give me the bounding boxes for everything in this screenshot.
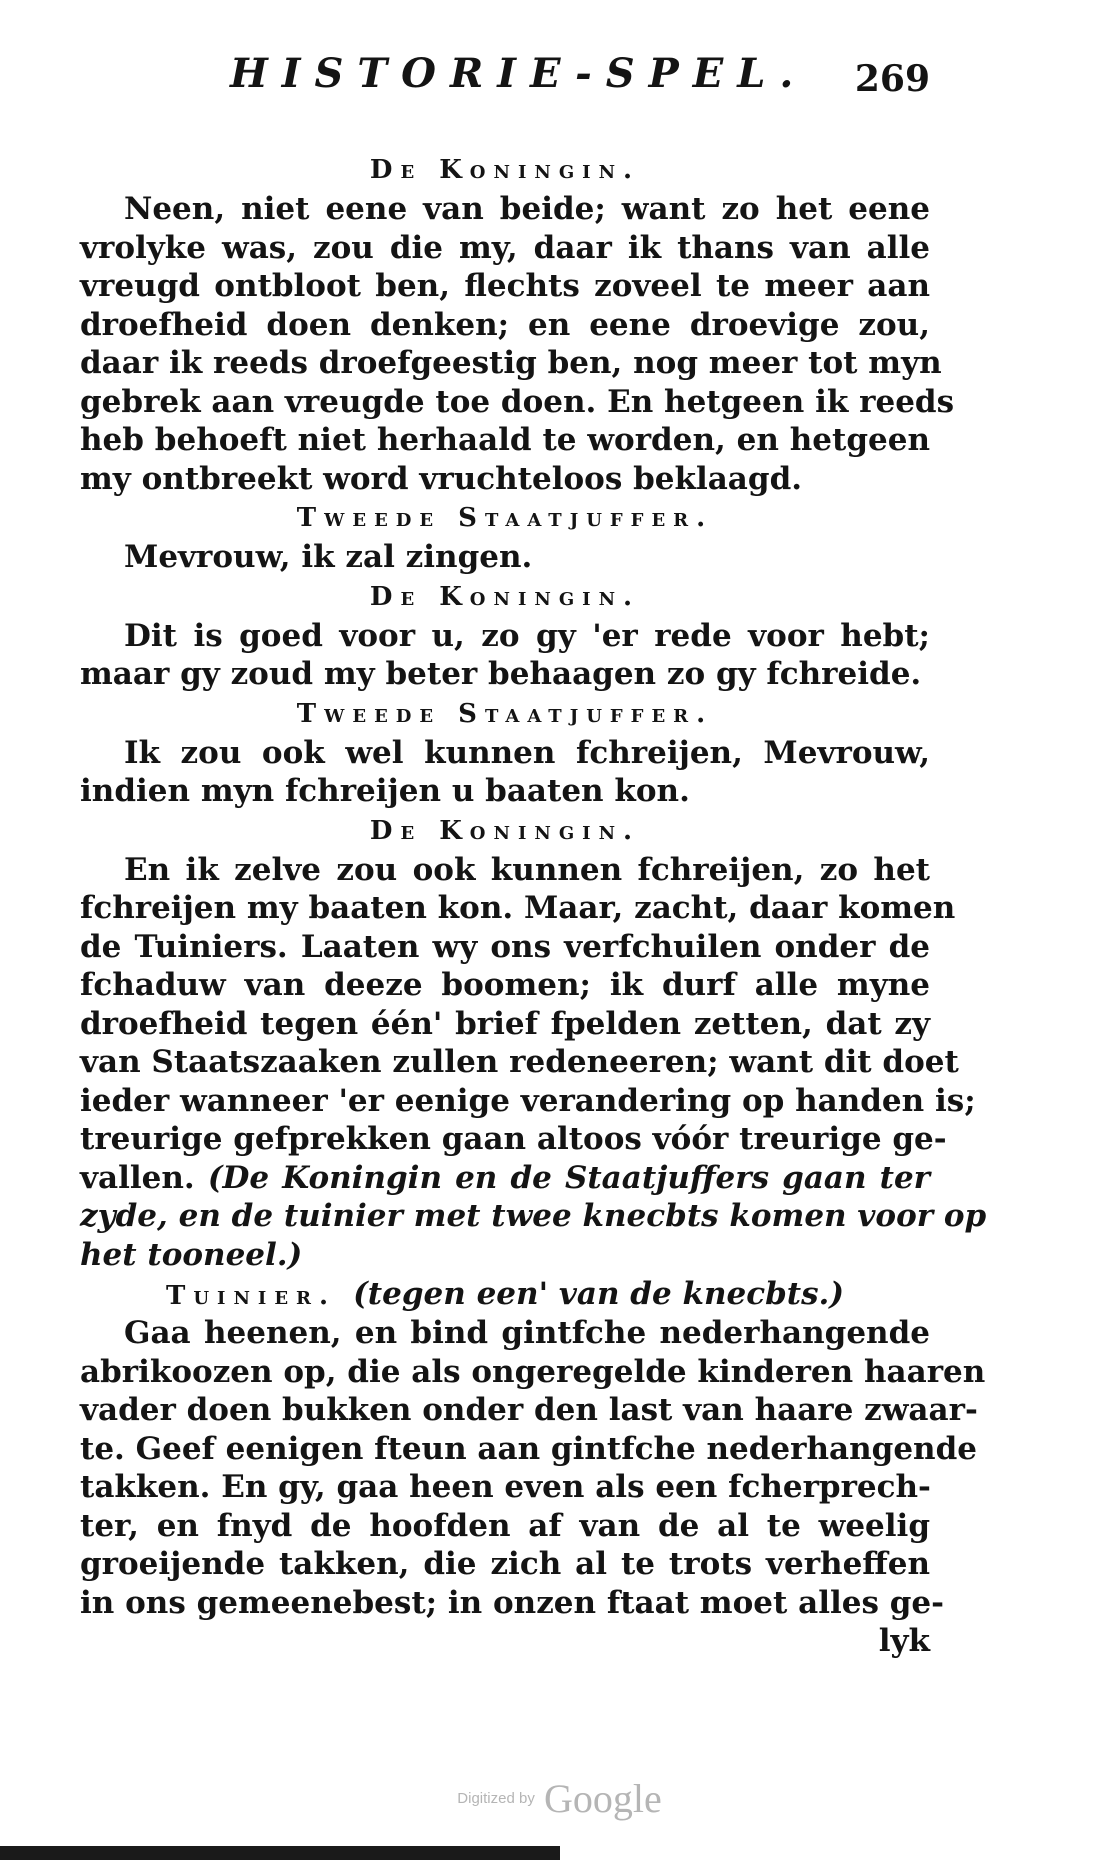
text-line: heb behoeft niet herhaald te worden, en hetgeen [80, 422, 930, 458]
text-line: vader doen bukken onder den last van haare zwaar- [80, 1392, 978, 1428]
speaker-heading: De Koningin. [369, 815, 641, 846]
text-line-with-stage-direction [80, 1159, 930, 1198]
text-line: in ons gemeenebest; in onzen ftaat moet alles ge- [80, 1584, 944, 1621]
running-head [230, 50, 930, 110]
text-line: Ik zou ook wel kunnen fchreijen, Mevrouw, [124, 734, 930, 771]
text-line: te. Geef eenigen fteun aan gintfche nederhangende [80, 1430, 977, 1467]
text-line: droefheid tegen één' brief fpelden zetten, dat zy [80, 1005, 930, 1042]
text-line: my ontbreekt word vruchteloos beklaagd. [80, 460, 803, 497]
speaker-heading-with-direction [80, 1274, 930, 1314]
text-line: Mevrouw, ik zal zingen. [124, 539, 533, 575]
text-line: abrikoozen op, die als ongeregelde kinderen haaren [80, 1353, 986, 1390]
stage-direction-line [80, 1197, 987, 1236]
speaker-heading: Tweede Staatjuffer. [296, 698, 714, 729]
text-line: Gaa heenen, en bind gintfche nederhangende [124, 1315, 930, 1351]
scan-edge-bar [0, 1846, 560, 1860]
speaker-name: Tuinier. [166, 1281, 337, 1311]
catchword: lyk [878, 1623, 930, 1659]
text-line: fchreijen my baaten kon. Maar, zacht, daar komen [80, 890, 956, 926]
text-line: maar gy zoud my beter behaagen zo gy fchreide. [80, 656, 922, 692]
text-line: groeijende takken, die zich al te trots verheffen [80, 1546, 930, 1582]
text-line: de Tuiniers. Laaten wy ons verfchuilen onder de [80, 928, 930, 965]
running-title: HISTORIE-SPEL. [230, 50, 808, 97]
speaker-heading: De Koningin. [369, 581, 641, 612]
speaker-heading: Tweede Staatjuffer. [296, 503, 714, 533]
line-text: vallen. [80, 1159, 195, 1196]
google-logo: Google [543, 1776, 662, 1821]
speaker-heading: De Koningin. [369, 155, 641, 185]
stage-direction-line [80, 1236, 930, 1275]
text-line: daar ik reeds droefgeestig ben, nog meer tot myn [80, 345, 942, 381]
text-line: En ik zelve zou ook kunnen fchreijen, zo het [124, 851, 930, 888]
text-line: takken. En gy, gaa heen even als een fcherprech- [80, 1469, 931, 1505]
text-line: fchaduw van deeze boomen; ik durf alle myne [80, 967, 930, 1003]
text-body [80, 150, 987, 1661]
stage-direction: (De Koningin en de Staatjuffers gaan ter [207, 1159, 931, 1196]
text-line: gebrek aan vreugde toe doen. En hetgeen ik reeds [80, 383, 955, 420]
text-line: van Staatszaaken zullen redeneeren; want dit doet [80, 1044, 959, 1080]
text-line: treurige gefprekken gaan altoos vóór treurige ge- [80, 1121, 947, 1157]
text-line: Neen, niet eene van beide; want zo het eene [124, 191, 930, 227]
stage-direction: (tegen een' van de knecbts.) [353, 1276, 844, 1312]
text-line: vrolyke was, zou die my, daar ik thans van alle [80, 229, 930, 266]
text-line: indien myn fchreijen u baaten kon. [80, 773, 690, 809]
digitized-by-label: Digitized by [457, 1790, 535, 1807]
stage-direction: zyde, en de tuinier met twee knecbts komen voor op [80, 1198, 987, 1234]
text-line: vreugd ontbloot ben, flechts zoveel te meer aan [80, 268, 930, 304]
text-line: droefheid doen denken; en eene droevige zou, [80, 306, 930, 343]
text-line: Dit is goed voor u, zo gy 'er rede voor hebt; [124, 617, 930, 654]
page-number: 269 [854, 58, 930, 100]
text-line: ieder wanneer 'er eenige verandering op handen is; [80, 1082, 976, 1119]
digitization-watermark [0, 1775, 1119, 1822]
text-line: ter, en fnyd de hoofden af van de al te weelig [80, 1507, 930, 1544]
stage-direction: het tooneel.) [80, 1236, 303, 1273]
